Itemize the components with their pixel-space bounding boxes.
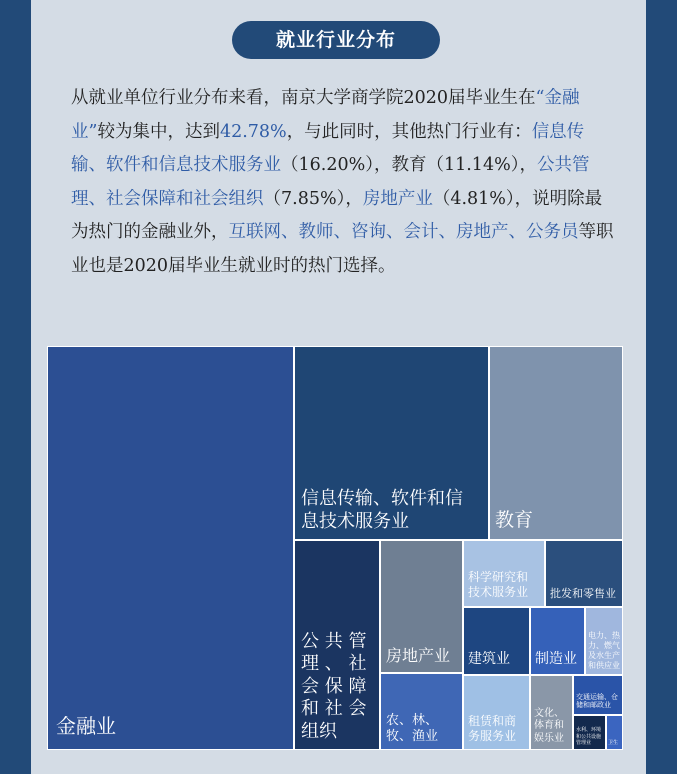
text-segment: ，与此同时，其他热门行业有： [286,121,532,142]
treemap-cell-culture-sports [530,675,573,750]
highlight-percent: 42.78% [219,121,287,142]
treemap-label: 科学研究和 技术服务业 [468,570,529,599]
treemap-cell-transport-logistics [573,675,623,715]
treemap-label: 文化、 体育和 娱乐业 [534,707,564,744]
treemap-label: 交通运输、仓 储和邮政业 [576,692,618,710]
treemap-label: 房地产业 [386,646,451,665]
treemap-label: 卫生 [608,739,619,746]
treemap-cell-leasing-business [463,675,530,750]
treemap-cell-water-environment [573,715,606,750]
treemap-cell-utilities [585,607,623,675]
treemap-label: 租赁和商 务服务业 [468,714,517,743]
treemap-label: 水利、环境 和公共设施 管理业 [576,727,602,746]
text-segment: （16.20%），教育（11.14%）， [281,155,537,175]
treemap-label: 制造业 [535,650,577,667]
text-segment: 较为集中，达到 [97,121,220,142]
treemap-cell-it-software [294,346,489,540]
highlight-finance: “金融业” [71,88,580,142]
treemap-label: 教育 [495,509,534,532]
treemap-cell-wholesale-retail [545,540,623,607]
treemap-cell-research-tech [463,540,545,607]
summary-paragraph [71,82,616,283]
treemap-cell-finance [47,346,294,750]
treemap-cell-manufacturing [530,607,585,675]
highlight-jobs: 互联网、教师、咨询、会计、房地产、公务员 [228,222,579,242]
treemap-label: 建筑业 [468,650,510,667]
treemap-label: 农、林、 牧、渔业 [386,712,439,744]
treemap-label: 金融业 [56,714,116,738]
highlight-real-estate: 房地产业 [362,188,433,209]
text-segment: （7.85%）， [263,188,363,209]
text-segment: （4.81%），说明除最为热门的金融业外， [71,188,603,242]
treemap-label: 批发和零售业 [550,587,616,601]
treemap-cell-real-estate [380,540,463,673]
treemap-label: 信息传输、软件和信 息技术服务业 [301,488,463,532]
highlight-it-industry: 信息传输、软件和信息技术服务业 [71,121,585,175]
treemap-cell-agriculture [380,673,463,750]
text-segment: 从就业单位行业分布来看，南京大学商学院2020届毕业生在 [71,88,536,108]
treemap-cell-health [606,715,623,750]
treemap-label: 电力、热 力、燃气 及水生产 和供应业 [588,631,620,670]
treemap-cell-construction [463,607,530,675]
text-segment: 等职业也是2020届毕业生就业时的热门选择。 [71,222,614,276]
industry-treemap [47,346,623,750]
highlight-public-admin: 公共管理、社会保障和社会组织 [71,155,590,209]
treemap-label: 公 共 管 理 、 社 会 保 障 和 社 会 组织 [301,630,367,742]
treemap-cell-public-admin [294,540,380,750]
treemap-cell-education [489,346,623,540]
section-title: 就业行业分布 [232,21,440,59]
